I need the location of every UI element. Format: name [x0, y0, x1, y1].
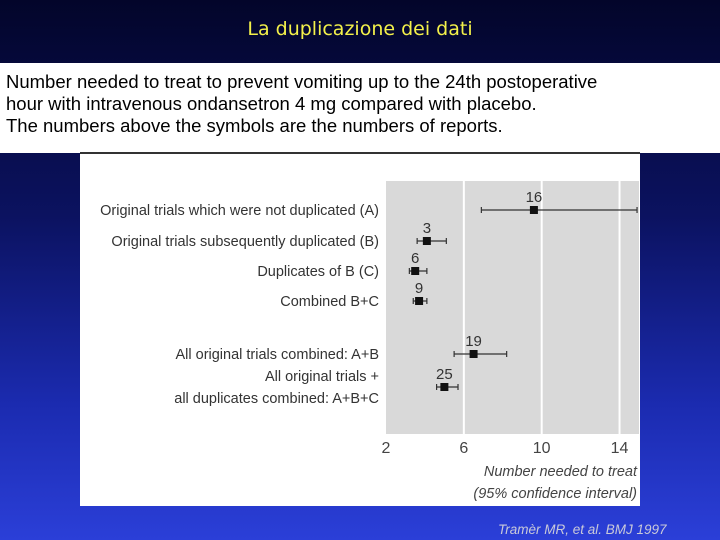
point-marker — [411, 267, 419, 275]
citation: Tramèr MR, et al. BMJ 1997 — [498, 522, 667, 537]
reports-count-label: 3 — [422, 220, 432, 237]
point-marker — [470, 350, 478, 358]
x-tick-label: 2 — [381, 440, 391, 457]
forest-plot — [80, 154, 640, 506]
x-tick-label: 10 — [532, 440, 551, 457]
row-label: All original trials + — [264, 369, 379, 385]
reports-count-label: 16 — [525, 189, 543, 206]
slide-title: La duplicazione dei dati — [247, 18, 473, 40]
reports-count-label: 25 — [436, 366, 453, 383]
row-label: Duplicates of B (C) — [257, 264, 379, 280]
x-axis-title: Number needed to treat — [483, 464, 637, 480]
point-marker — [440, 383, 448, 391]
row-label: All original trials combined: A+B — [175, 347, 379, 363]
caption-line-2: hour with intravenous ondansetron 4 mg compared with placebo. — [6, 93, 537, 114]
reports-count-label: 9 — [414, 280, 424, 297]
point-marker — [530, 206, 538, 214]
plot-area — [386, 181, 639, 434]
row-label: Original trials which were not duplicated (A) — [100, 203, 379, 219]
row-label: Combined B+C — [280, 294, 379, 310]
row-label: Original trials subsequently duplicated (B) — [111, 234, 379, 250]
point-marker — [423, 237, 431, 245]
x-tick-label: 14 — [610, 440, 629, 457]
point-marker — [415, 297, 423, 305]
figure-caption — [0, 63, 720, 153]
row-label: all duplicates combined: A+B+C — [174, 391, 379, 407]
forest-plot-figure — [80, 152, 640, 506]
x-tick-label: 6 — [459, 440, 469, 457]
reports-count-label: 19 — [465, 333, 482, 350]
caption-line-3: The numbers above the symbols are the numbers of reports. — [6, 115, 503, 136]
x-axis-title: (95% confidence interval) — [473, 486, 637, 502]
reports-count-label: 6 — [411, 250, 420, 267]
caption-line-1: Number needed to treat to prevent vomiting up to the 24th postoperative — [6, 71, 598, 92]
